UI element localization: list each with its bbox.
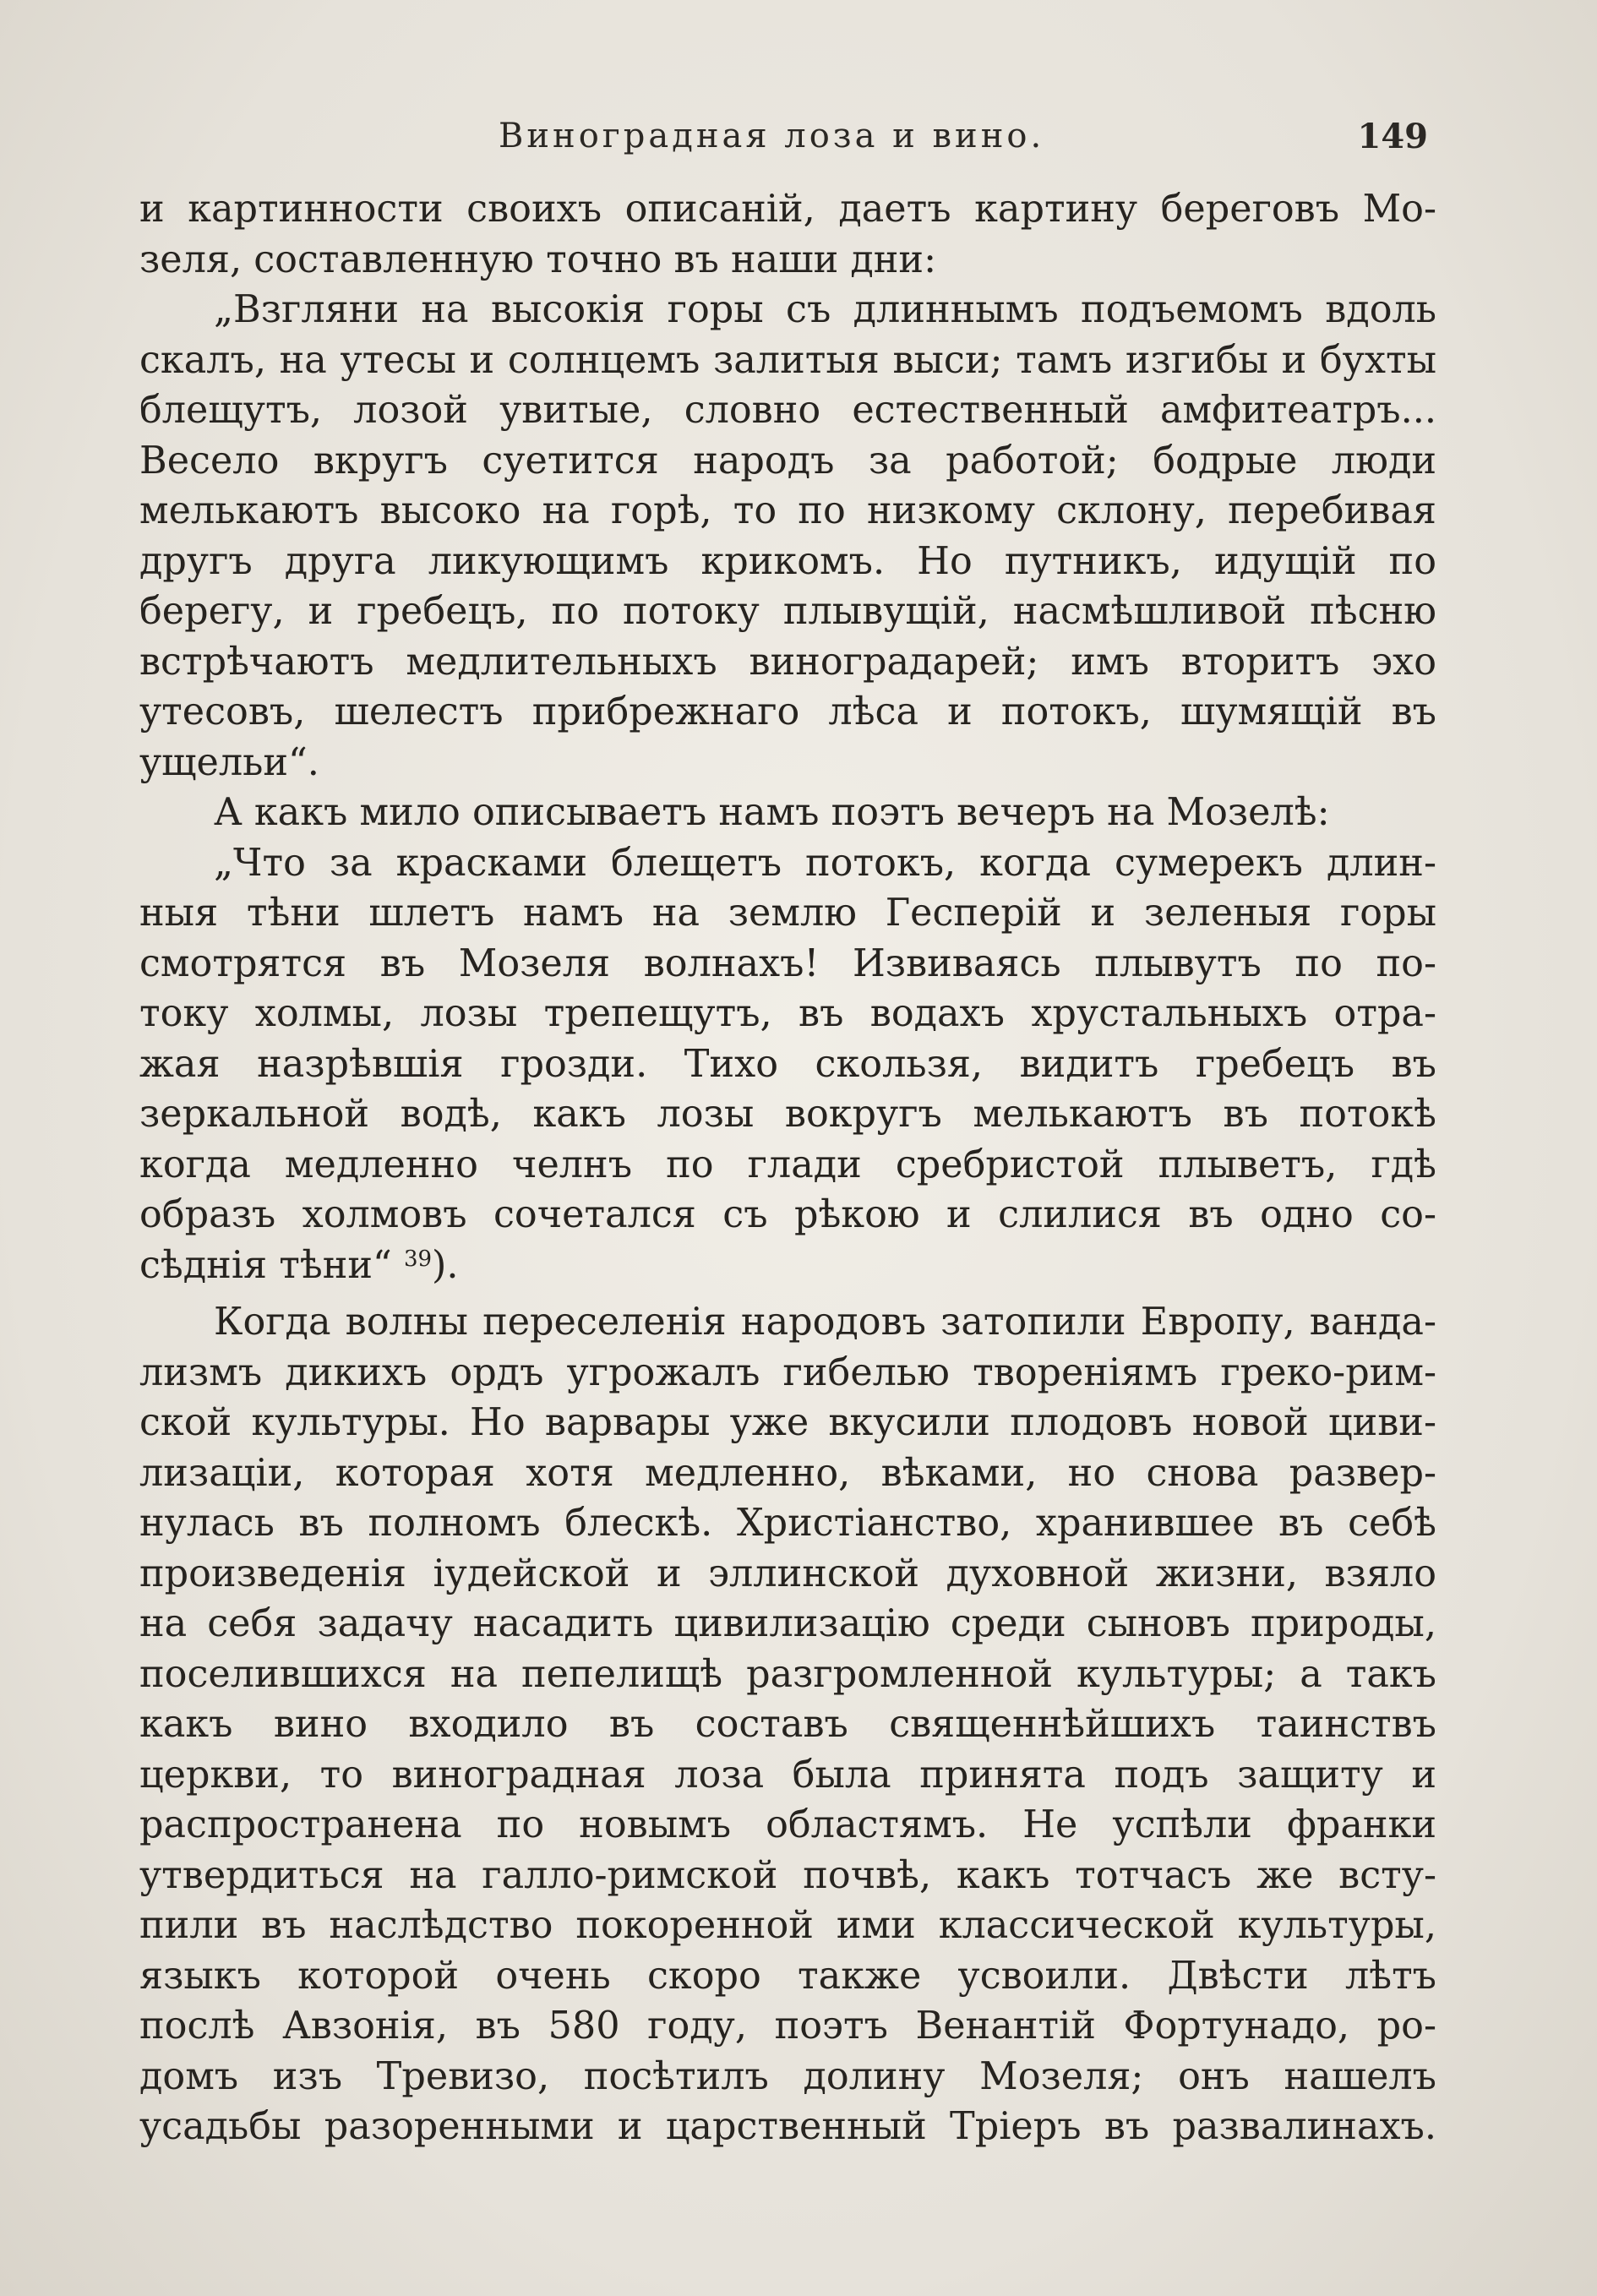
text-line: утвердиться на галло-римской почвѣ, какъ тотчасъ же всту- <box>139 1853 1436 1897</box>
text-line: „Взгляни на высокія горы съ длиннымъ подъемомъ вдоль <box>214 288 1436 331</box>
running-title: Виноградная лоза и вино. <box>499 117 1045 155</box>
text-line: и картинности своихъ описаній, даетъ картину береговъ Мо- <box>139 188 1436 231</box>
text-line: Когда волны переселенія народовъ затопили Европу, ванда- <box>214 1301 1436 1344</box>
text-line: ской культуры. Но варвары уже вкусили плодовъ новой циви- <box>139 1401 1436 1444</box>
text-line: распространена по новымъ областямъ. Не успѣли франки <box>139 1803 1436 1846</box>
text-line: встрѣчаютъ медлительныхъ виноградарей; имъ вторитъ эхо <box>139 640 1436 684</box>
text-line: блещутъ, лозой увитые, словно естественный амфитеатръ... <box>139 389 1436 432</box>
text-line: нулась въ полномъ блескѣ. Христіанство, хранившее въ себѣ <box>139 1502 1436 1545</box>
text-line: усадьбы разоренными и царственный Трieръ въ развалинахъ. <box>139 2105 1436 2148</box>
text-line: образъ холмовъ сочетался съ рѣкою и слилися въ одно со- <box>139 1193 1436 1236</box>
text-line: другъ друга ликующимъ крикомъ. Но путникъ, идущій по <box>139 539 1436 583</box>
text-line: церкви, то виноградная лоза была принята подъ защиту и <box>139 1753 1436 1797</box>
page-number: 149 <box>1357 117 1428 156</box>
text-line: берегу, и гребецъ, по потоку плывущій, насмѣшливой пѣсню <box>139 590 1436 633</box>
text-line: домъ изъ Тревизо, посѣтилъ долину Мозеля; онъ нашелъ <box>139 2054 1436 2098</box>
body-text <box>139 184 1436 2152</box>
text-line <box>139 1241 1436 1291</box>
text-line: утесовъ, шелестъ прибрежнаго лѣса и потокъ, шумящій въ <box>139 690 1436 734</box>
running-header <box>144 117 1428 167</box>
text-line: языкъ которой очень скоро также усвоили. Двѣсти лѣтъ <box>139 1954 1436 1998</box>
text-line: послѣ Авзонія, въ 580 году, поэтъ Венантій Фортунадо, ро- <box>139 2004 1436 2048</box>
text-line: „Что за красками блещетъ потокъ, когда сумерекъ длин- <box>214 841 1436 885</box>
text-line: поселившихся на пепелищѣ разгромленной культуры; а такъ <box>139 1652 1436 1696</box>
text-line: ныя тѣни шлетъ намъ на землю Гесперій и зеленыя горы <box>139 892 1436 935</box>
text-line: на себя задачу насадить цивилизацію среди сыновъ природы, <box>139 1602 1436 1645</box>
quote-closing: ). <box>432 1243 459 1287</box>
text-line: току холмы, лозы трепещутъ, въ водахъ хрустальныхъ отра- <box>139 992 1436 1035</box>
text-line: лизмъ дикихъ ордъ угрожалъ гибелью твореніямъ греко-рим- <box>139 1350 1436 1394</box>
text-line: лизаціи, которая хотя медленно, вѣками, но снова развер- <box>139 1451 1436 1495</box>
footnote-ref: 39 <box>403 1246 433 1272</box>
text-line: смотрятся въ Мозеля волнахъ! Извиваясь плывутъ по по- <box>139 941 1436 985</box>
text-line: какъ вино входило въ составъ священнѣйшихъ таинствъ <box>139 1703 1436 1746</box>
text-line: мелькаютъ высоко на горѣ, то по низкому склону, перебивая <box>139 489 1436 532</box>
text-line: зеркальной водѣ, какъ лозы вокругъ мелькаютъ въ потокѣ <box>139 1093 1436 1136</box>
text-line: Весело вкругъ суетится народъ за работой; бодрые люди <box>139 439 1436 483</box>
text-line: скалъ, на утесы и солнцемъ залитыя выси; тамъ изгибы и бухты <box>139 338 1436 382</box>
text-line: когда медленно челнъ по глади сребристой плыветъ, гдѣ <box>139 1143 1436 1186</box>
text-line: А какъ мило описываетъ намъ поэтъ вечеръ на Мозелѣ: <box>214 791 1330 834</box>
text-line: ущельи“. <box>139 740 319 784</box>
text-line: пили въ наслѣдство покоренной ими классической культуры, <box>139 1904 1436 1947</box>
text-line: жая назрѣвшія грозди. Тихо скользя, видитъ гребецъ въ <box>139 1042 1436 1086</box>
text-line: произведенія іудейской и эллинской духовной жизни, взяло <box>139 1552 1436 1595</box>
text-line: зеля, составленную точно въ наши дни: <box>139 237 937 281</box>
quote-end: сѣднія тѣни“ <box>139 1243 392 1287</box>
